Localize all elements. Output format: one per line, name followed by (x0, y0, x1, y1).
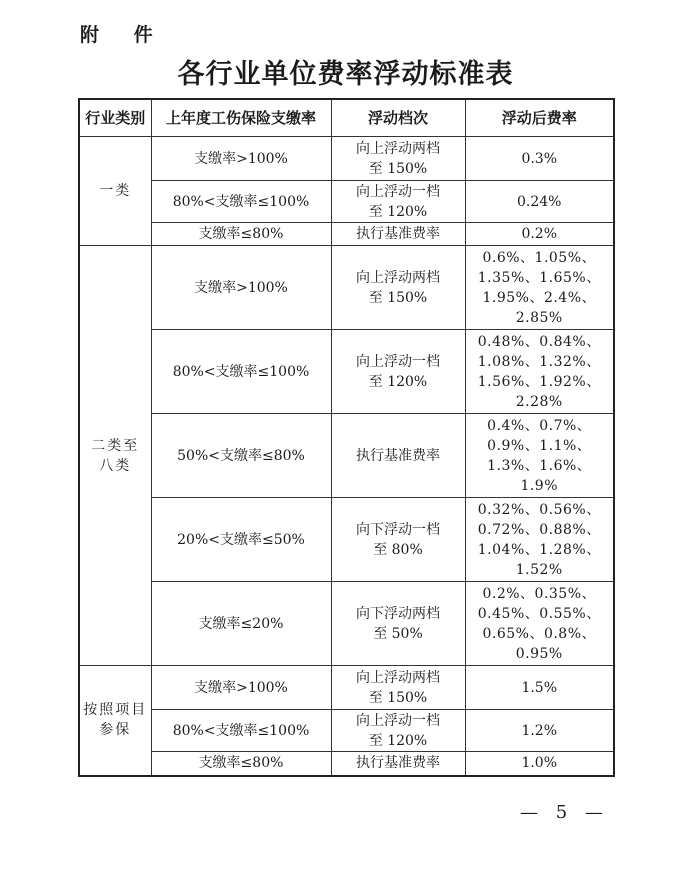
adjustment-line: 向上浮动两档 (356, 269, 440, 286)
adjustment-cell (331, 137, 465, 181)
condition-cell: 支缴率>100% (151, 666, 331, 710)
adjustment-line: 至 150% (368, 289, 428, 306)
adjustment-line: 至 150% (368, 689, 428, 706)
category-cell (79, 246, 151, 666)
adjustment-cell (331, 181, 465, 223)
condition-cell: 20%<支缴率≤50% (151, 498, 331, 582)
condition-cell: 支缴率≤20% (151, 582, 331, 666)
table-row (79, 752, 614, 776)
rate-cell: 0.48%、0.84%、1.08%、1.32%、1.56%、1.92%、2.28% (465, 330, 614, 414)
adjustment-cell (331, 330, 465, 414)
table-row (79, 414, 614, 498)
rate-cell: 0.4%、0.7%、0.9%、1.1%、1.3%、1.6%、1.9% (465, 414, 614, 498)
category-line: 参保 (99, 722, 132, 739)
category-line: 按照项目 (83, 702, 148, 719)
table-header-row (79, 99, 614, 137)
adjustment-line: 向上浮动两档 (356, 140, 440, 157)
table-row (79, 710, 614, 752)
adjustment-cell (331, 666, 465, 710)
header-adjustment-level: 浮动档次 (331, 99, 465, 137)
header-adjusted-rate: 浮动后费率 (465, 99, 614, 137)
adjustment-cell (331, 582, 465, 666)
condition-cell: 支缴率≤80% (151, 752, 331, 776)
document-title: 各行业单位费率浮动标准表 (177, 59, 514, 90)
rate-cell: 0.2%、0.35%、0.45%、0.55%、0.65%、0.8%、0.95% (465, 582, 614, 666)
rate-cell: 0.3% (465, 137, 614, 181)
table-row (79, 137, 614, 181)
adjustment-cell: 执行基准费率 (331, 752, 465, 776)
adjustment-cell: 执行基准费率 (331, 223, 465, 246)
rate-cell: 1.0% (465, 752, 614, 776)
adjustment-line: 至 120% (368, 203, 428, 220)
condition-cell: 支缴率>100% (151, 137, 331, 181)
adjustment-cell (331, 710, 465, 752)
condition-cell: 支缴率>100% (151, 246, 331, 330)
category-cell: 一类 (79, 137, 151, 246)
condition-cell: 80%<支缴率≤100% (151, 330, 331, 414)
category-line: 二类至 (91, 437, 140, 454)
header-prev-year-ratio: 上年度工伤保险支缴率 (151, 99, 331, 137)
condition-cell: 80%<支缴率≤100% (151, 710, 331, 752)
table-row (79, 223, 614, 246)
adjustment-line: 至 80% (373, 541, 423, 558)
adjustment-line: 向上浮动一档 (356, 712, 440, 729)
adjustment-line: 至 120% (368, 732, 428, 749)
adjustment-line: 向上浮动一档 (356, 183, 440, 200)
rate-cell: 1.5% (465, 666, 614, 710)
rate-cell: 0.6%、1.05%、1.35%、1.65%、1.95%、2.4%、2.85% (465, 246, 614, 330)
category-cell (79, 666, 151, 776)
rate-cell: 0.24% (465, 181, 614, 223)
condition-cell: 80%<支缴率≤100% (151, 181, 331, 223)
table-row (79, 498, 614, 582)
table-row (79, 330, 614, 414)
category-line: 八类 (99, 457, 132, 474)
adjustment-line: 至 50% (373, 625, 423, 642)
adjustment-line: 向下浮动两档 (356, 605, 440, 622)
adjustment-line: 至 150% (368, 160, 428, 177)
page-number: — 5 — (520, 802, 609, 823)
rate-cell: 0.32%、0.56%、0.72%、0.88%、1.04%、1.28%、1.52% (465, 498, 614, 582)
table-row (79, 666, 614, 710)
adjustment-cell (331, 498, 465, 582)
adjustment-line: 向下浮动一档 (356, 521, 440, 538)
adjustment-line: 向上浮动两档 (356, 669, 440, 686)
table-row (79, 246, 614, 330)
table-row (79, 582, 614, 666)
condition-cell: 支缴率≤80% (151, 223, 331, 246)
attachment-label: 附 件 (80, 24, 167, 46)
header-industry-category: 行业类别 (79, 99, 151, 137)
adjustment-line: 向上浮动一档 (356, 353, 440, 370)
adjustment-cell: 执行基准费率 (331, 414, 465, 498)
rate-table (78, 98, 615, 777)
rate-cell: 1.2% (465, 710, 614, 752)
rate-cell: 0.2% (465, 223, 614, 246)
table-row (79, 181, 614, 223)
condition-cell: 50%<支缴率≤80% (151, 414, 331, 498)
adjustment-line: 至 120% (368, 373, 428, 390)
adjustment-cell (331, 246, 465, 330)
